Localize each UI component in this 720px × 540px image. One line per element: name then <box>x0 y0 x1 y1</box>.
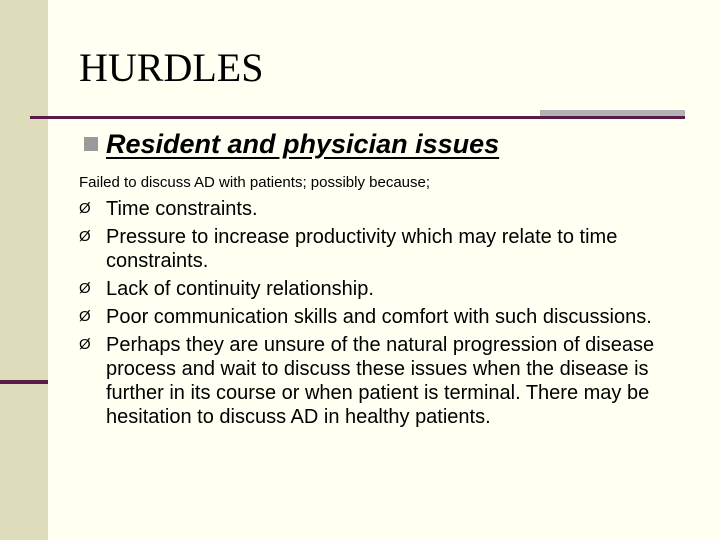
slide-title: HURDLES <box>79 45 264 90</box>
arrow-bullet-icon: Ø <box>79 200 91 217</box>
intro-text: Failed to discuss AD with patients; possibly because; <box>79 174 431 191</box>
list-item-text: Lack of continuity relationship. <box>106 278 374 300</box>
list-item-text: Time constraints. <box>106 198 258 220</box>
list-item-text: Poor communication skills and comfort with such discussions. <box>106 306 652 328</box>
list-item <box>79 197 689 221</box>
list-item <box>79 225 689 273</box>
title-rule <box>30 116 685 119</box>
list-item-text: Perhaps they are unsure of the natural progression of disease process and wait to discuss these issues when the disease is further in its course or when patient is terminal. There may be hesitation to discuss AD in healthy patients. <box>106 334 655 428</box>
arrow-bullet-icon: Ø <box>79 280 91 297</box>
left-sidebar-stripe <box>0 0 48 540</box>
list-item <box>79 333 689 429</box>
sidebar-accent-line <box>0 380 48 384</box>
arrow-bullet-icon: Ø <box>79 308 91 325</box>
square-bullet-icon <box>84 137 98 151</box>
arrow-bullet-icon: Ø <box>79 336 91 353</box>
list-item <box>79 277 689 301</box>
section-heading <box>84 128 499 160</box>
list-item <box>79 305 689 329</box>
bullet-list <box>79 197 689 433</box>
arrow-bullet-icon: Ø <box>79 228 91 245</box>
section-heading-text: Resident and physician issues <box>106 128 500 159</box>
list-item-text: Pressure to increase productivity which may relate to time constraints. <box>106 226 618 272</box>
